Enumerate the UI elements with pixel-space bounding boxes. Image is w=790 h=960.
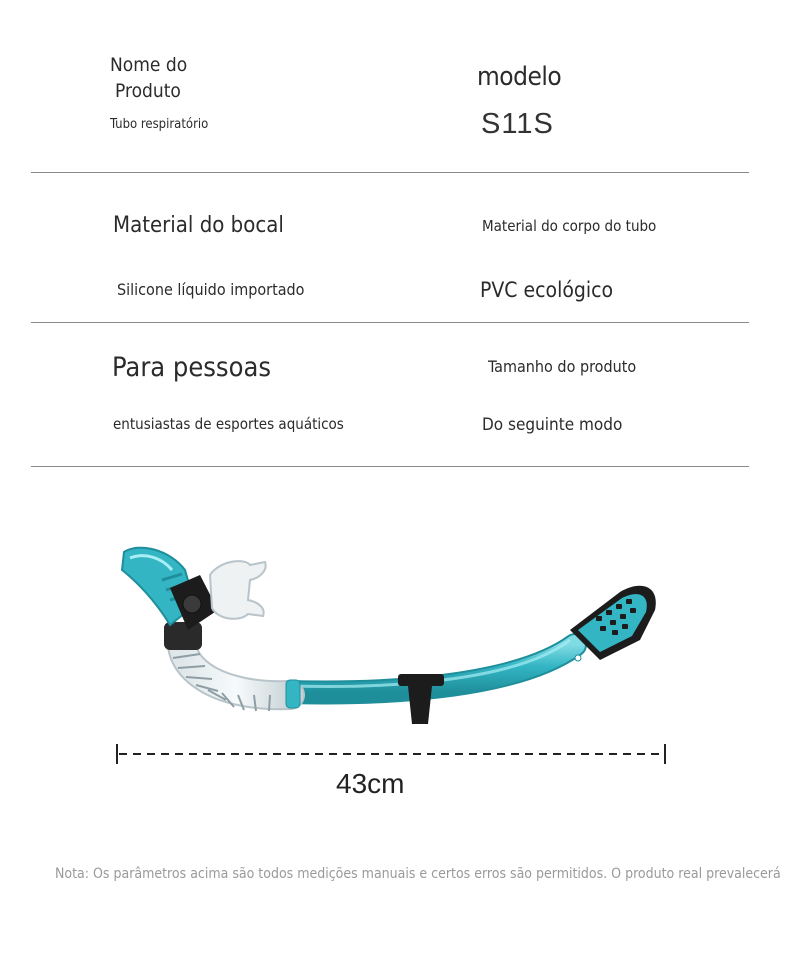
footnote: Nota: Os parâmetros acima são todos medições manuais e certos erros são permitidos. O produto real prevalecerá [55,866,781,882]
mouthpiece-material-label: Material do bocal [113,213,284,238]
product-name-label-line2: Produto [115,80,181,102]
divider-1 [31,172,749,173]
product-size-value: Do seguinte modo [482,415,623,435]
tube-body-material-value: PVC ecológico [480,278,614,302]
product-name-value: Tubo respiratório [110,117,209,132]
divider-3 [31,466,749,467]
model-label: modelo [477,62,562,92]
target-users-label: Para pessoas [112,352,271,383]
snorkel-illustration [100,530,680,740]
product-name-label-line1: Nome do [110,54,188,76]
mouthpiece-material-value: Silicone líquido importado [117,280,305,299]
tube-body-material-label: Material do corpo do tubo [482,217,657,235]
model-value: S11S [481,108,554,140]
product-name-label [110,52,187,104]
product-size-label: Tamanho do produto [488,357,637,376]
dimension-label: 43cm [336,768,405,799]
target-users-value: entusiastas de esportes aquáticos [113,415,344,433]
divider-2 [31,322,749,323]
dimension-line [115,742,667,768]
